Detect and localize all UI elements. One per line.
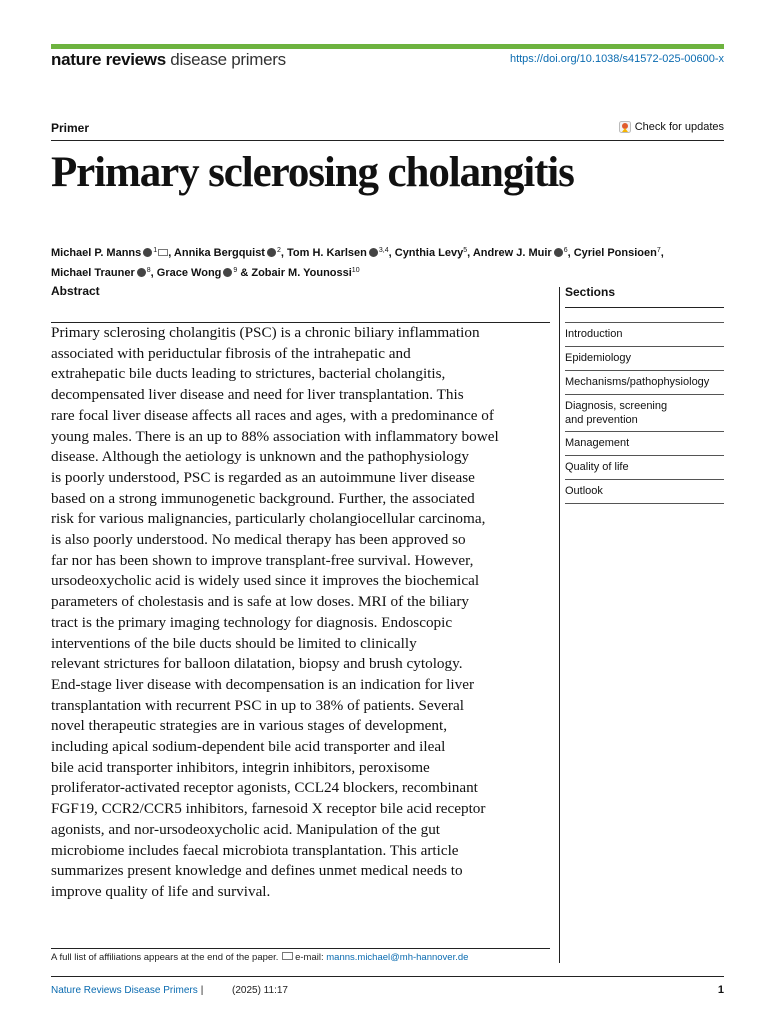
abstract-line: decompensated liver disease and need for liver transplantation. This <box>51 386 464 404</box>
check-for-updates-button[interactable] <box>619 121 724 133</box>
journal-accent-bar <box>51 44 724 49</box>
orcid-icon[interactable] <box>223 268 232 277</box>
check-updates-icon <box>619 121 631 133</box>
author-name: Cyriel Ponsioen <box>573 247 657 259</box>
author[interactable] <box>287 247 389 259</box>
abstract-line: summarizes present knowledge and defines unmet medical needs to <box>51 862 463 880</box>
author-name: Annika Bergquist <box>173 247 265 259</box>
abstract-heading: Abstract <box>51 284 100 298</box>
affiliation-superscript: 5 <box>463 247 468 254</box>
corresponding-email-link[interactable]: manns.michael@mh-hannover.de <box>326 952 469 963</box>
affiliation-divider <box>51 948 550 949</box>
affiliation-note <box>51 952 468 963</box>
abstract-line: tract is the primary imaging technology for diagnosis. Endoscopic <box>51 613 453 631</box>
abstract-line: proliferator-activated receptor agonists, CCL24 blockers, recombinant <box>51 779 478 797</box>
author-name: Cynthia Levy <box>394 247 464 259</box>
author-name: Andrew J. Muir <box>472 247 552 259</box>
author-name: Michael Trauner <box>51 267 135 279</box>
footer-journal-name: Nature Reviews Disease Primers <box>51 985 198 996</box>
abstract-line: microbiome includes faecal microbiota transplantation. This article <box>51 841 459 859</box>
section-link[interactable]: Diagnosis, screening and prevention <box>565 395 724 432</box>
page-number: 1 <box>717 984 724 996</box>
abstract-line: rare focal liver disease affects all races and ages, with a predominance of <box>51 406 494 424</box>
article-type-label: Primer <box>51 121 90 135</box>
abstract-line: parameters of cholestasis and is safe at low doses. MRI of the biliary <box>51 593 469 611</box>
affiliation-superscript: 3,4 <box>378 247 389 254</box>
section-link[interactable]: Introduction <box>565 323 724 347</box>
abstract-line: FGF19, CCR2/CCR5 inhibitors, farnesoid X receptor bile acid receptor <box>51 800 486 818</box>
author[interactable] <box>174 247 281 259</box>
author-name: Tom H. Karlsen <box>287 247 367 259</box>
sections-heading: Sections <box>565 285 616 299</box>
author[interactable] <box>574 247 661 259</box>
abstract-line: disease. Although the aetiology is unknown and the pathophysiology <box>51 448 470 466</box>
abstract-line: associated with periductular fibrosis of the intrahepatic and <box>51 344 411 362</box>
journal-name-light: disease primers <box>170 50 286 69</box>
abstract-line: relevant strictures for balloon dilatation, biopsy and brush cytology. <box>51 655 463 673</box>
orcid-icon[interactable] <box>267 248 276 257</box>
abstract-line: far nor has been shown to improve transplant-free survival. However, <box>51 551 474 569</box>
author-separator: & <box>237 267 252 279</box>
section-link[interactable]: Epidemiology <box>565 347 724 371</box>
orcid-icon[interactable] <box>369 248 378 257</box>
sections-nav <box>565 322 724 504</box>
column-divider <box>559 287 560 963</box>
abstract-line: End-stage liver disease with decompensation is an indication for liver <box>51 675 475 693</box>
author-separator: , <box>168 247 174 259</box>
author[interactable] <box>51 267 151 279</box>
author-separator: , <box>150 267 157 279</box>
orcid-icon[interactable] <box>554 248 563 257</box>
author-name: Zobair M. Younossi <box>251 267 352 279</box>
mail-icon[interactable] <box>158 249 168 256</box>
author-name: Michael P. Manns <box>51 247 142 259</box>
doi-link[interactable]: https://doi.org/10.1038/s41572-025-00600-x <box>509 53 724 65</box>
abstract-line: agonists, and nor-ursodeoxycholic acid. Manipulation of the gut <box>51 820 441 838</box>
affiliation-superscript: 2 <box>276 247 281 254</box>
section-link[interactable]: Outlook <box>565 480 724 504</box>
affiliation-superscript: 8 <box>146 267 151 274</box>
abstract-line: improve quality of life and survival. <box>51 882 271 900</box>
sections-divider <box>565 307 724 308</box>
affiliation-superscript: 6 <box>563 247 568 254</box>
mail-icon <box>282 952 293 960</box>
abstract-line: is also poorly understood. No medical therapy has been approved so <box>51 531 466 549</box>
affiliation-text: A full list of affiliations appears at the end of the paper. <box>51 952 279 963</box>
orcid-icon[interactable] <box>137 268 146 277</box>
abstract-line: Primary sclerosing cholangitis (PSC) is a chronic biliary inflammation <box>51 324 480 341</box>
author-list <box>51 242 724 282</box>
affiliation-superscript: 10 <box>351 267 360 274</box>
author-name: Grace Wong <box>156 267 222 279</box>
author-separator: , <box>567 247 574 259</box>
article-title: Primary sclerosing cholangitis <box>51 149 574 196</box>
orcid-icon[interactable] <box>143 248 152 257</box>
author[interactable] <box>251 267 359 279</box>
footer-separator: | <box>200 985 204 996</box>
footer-citation: (2025) 11:17 <box>232 985 288 996</box>
abstract-line: novel therapeutic strategies are in various stages of development, <box>51 717 448 735</box>
author-separator: , <box>660 247 664 259</box>
journal-name[interactable] <box>51 50 286 70</box>
author-separator: , <box>280 247 288 259</box>
header-divider <box>51 140 724 141</box>
abstract-line: including apical sodium-dependent bile acid transporter and ileal <box>51 738 446 756</box>
section-link[interactable]: Mechanisms/pathophysiology <box>565 371 724 395</box>
affiliation-superscript: 1 <box>153 247 158 254</box>
abstract-line: based on a strong immunogenetic background. Further, the associated <box>51 489 475 507</box>
author[interactable] <box>395 247 467 259</box>
affiliation-superscript: 9 <box>233 267 238 274</box>
abstract-body <box>51 323 556 903</box>
abstract-line: young males. There is an up to 88% association with inflammatory bowel <box>51 427 499 445</box>
abstract-line: transplantation with recurrent PSC in up to 38% of patients. Several <box>51 696 464 714</box>
author[interactable] <box>157 267 238 279</box>
abstract-line: interventions of the bile ducts should be limited to clinically <box>51 634 417 652</box>
abstract-line: ursodeoxycholic acid is widely used since it improves the biochemical <box>51 572 480 590</box>
author[interactable] <box>51 247 168 259</box>
affiliation-superscript: 7 <box>656 247 661 254</box>
abstract-line: bile acid transporter inhibitors, integrin inhibitors, peroxisome <box>51 758 430 776</box>
email-label: e-mail: <box>295 952 324 963</box>
section-link[interactable]: Management <box>565 432 724 456</box>
section-link[interactable]: Quality of life <box>565 456 724 480</box>
footer-journal[interactable] <box>51 985 203 996</box>
footer-divider <box>51 976 724 977</box>
abstract-line: extrahepatic bile ducts leading to strictures, bacterial cholangitis, <box>51 365 446 383</box>
abstract-line: risk for various malignancies, particularly cholangiocellular carcinoma, <box>51 510 486 528</box>
abstract-line: is poorly understood, PSC is regarded as an autoimmune liver disease <box>51 468 475 486</box>
journal-name-bold: nature reviews <box>51 50 166 69</box>
check-updates-label: Check for updates <box>634 121 724 133</box>
author-separator: , <box>467 247 473 259</box>
author-separator: , <box>388 247 395 259</box>
author[interactable] <box>473 247 568 259</box>
